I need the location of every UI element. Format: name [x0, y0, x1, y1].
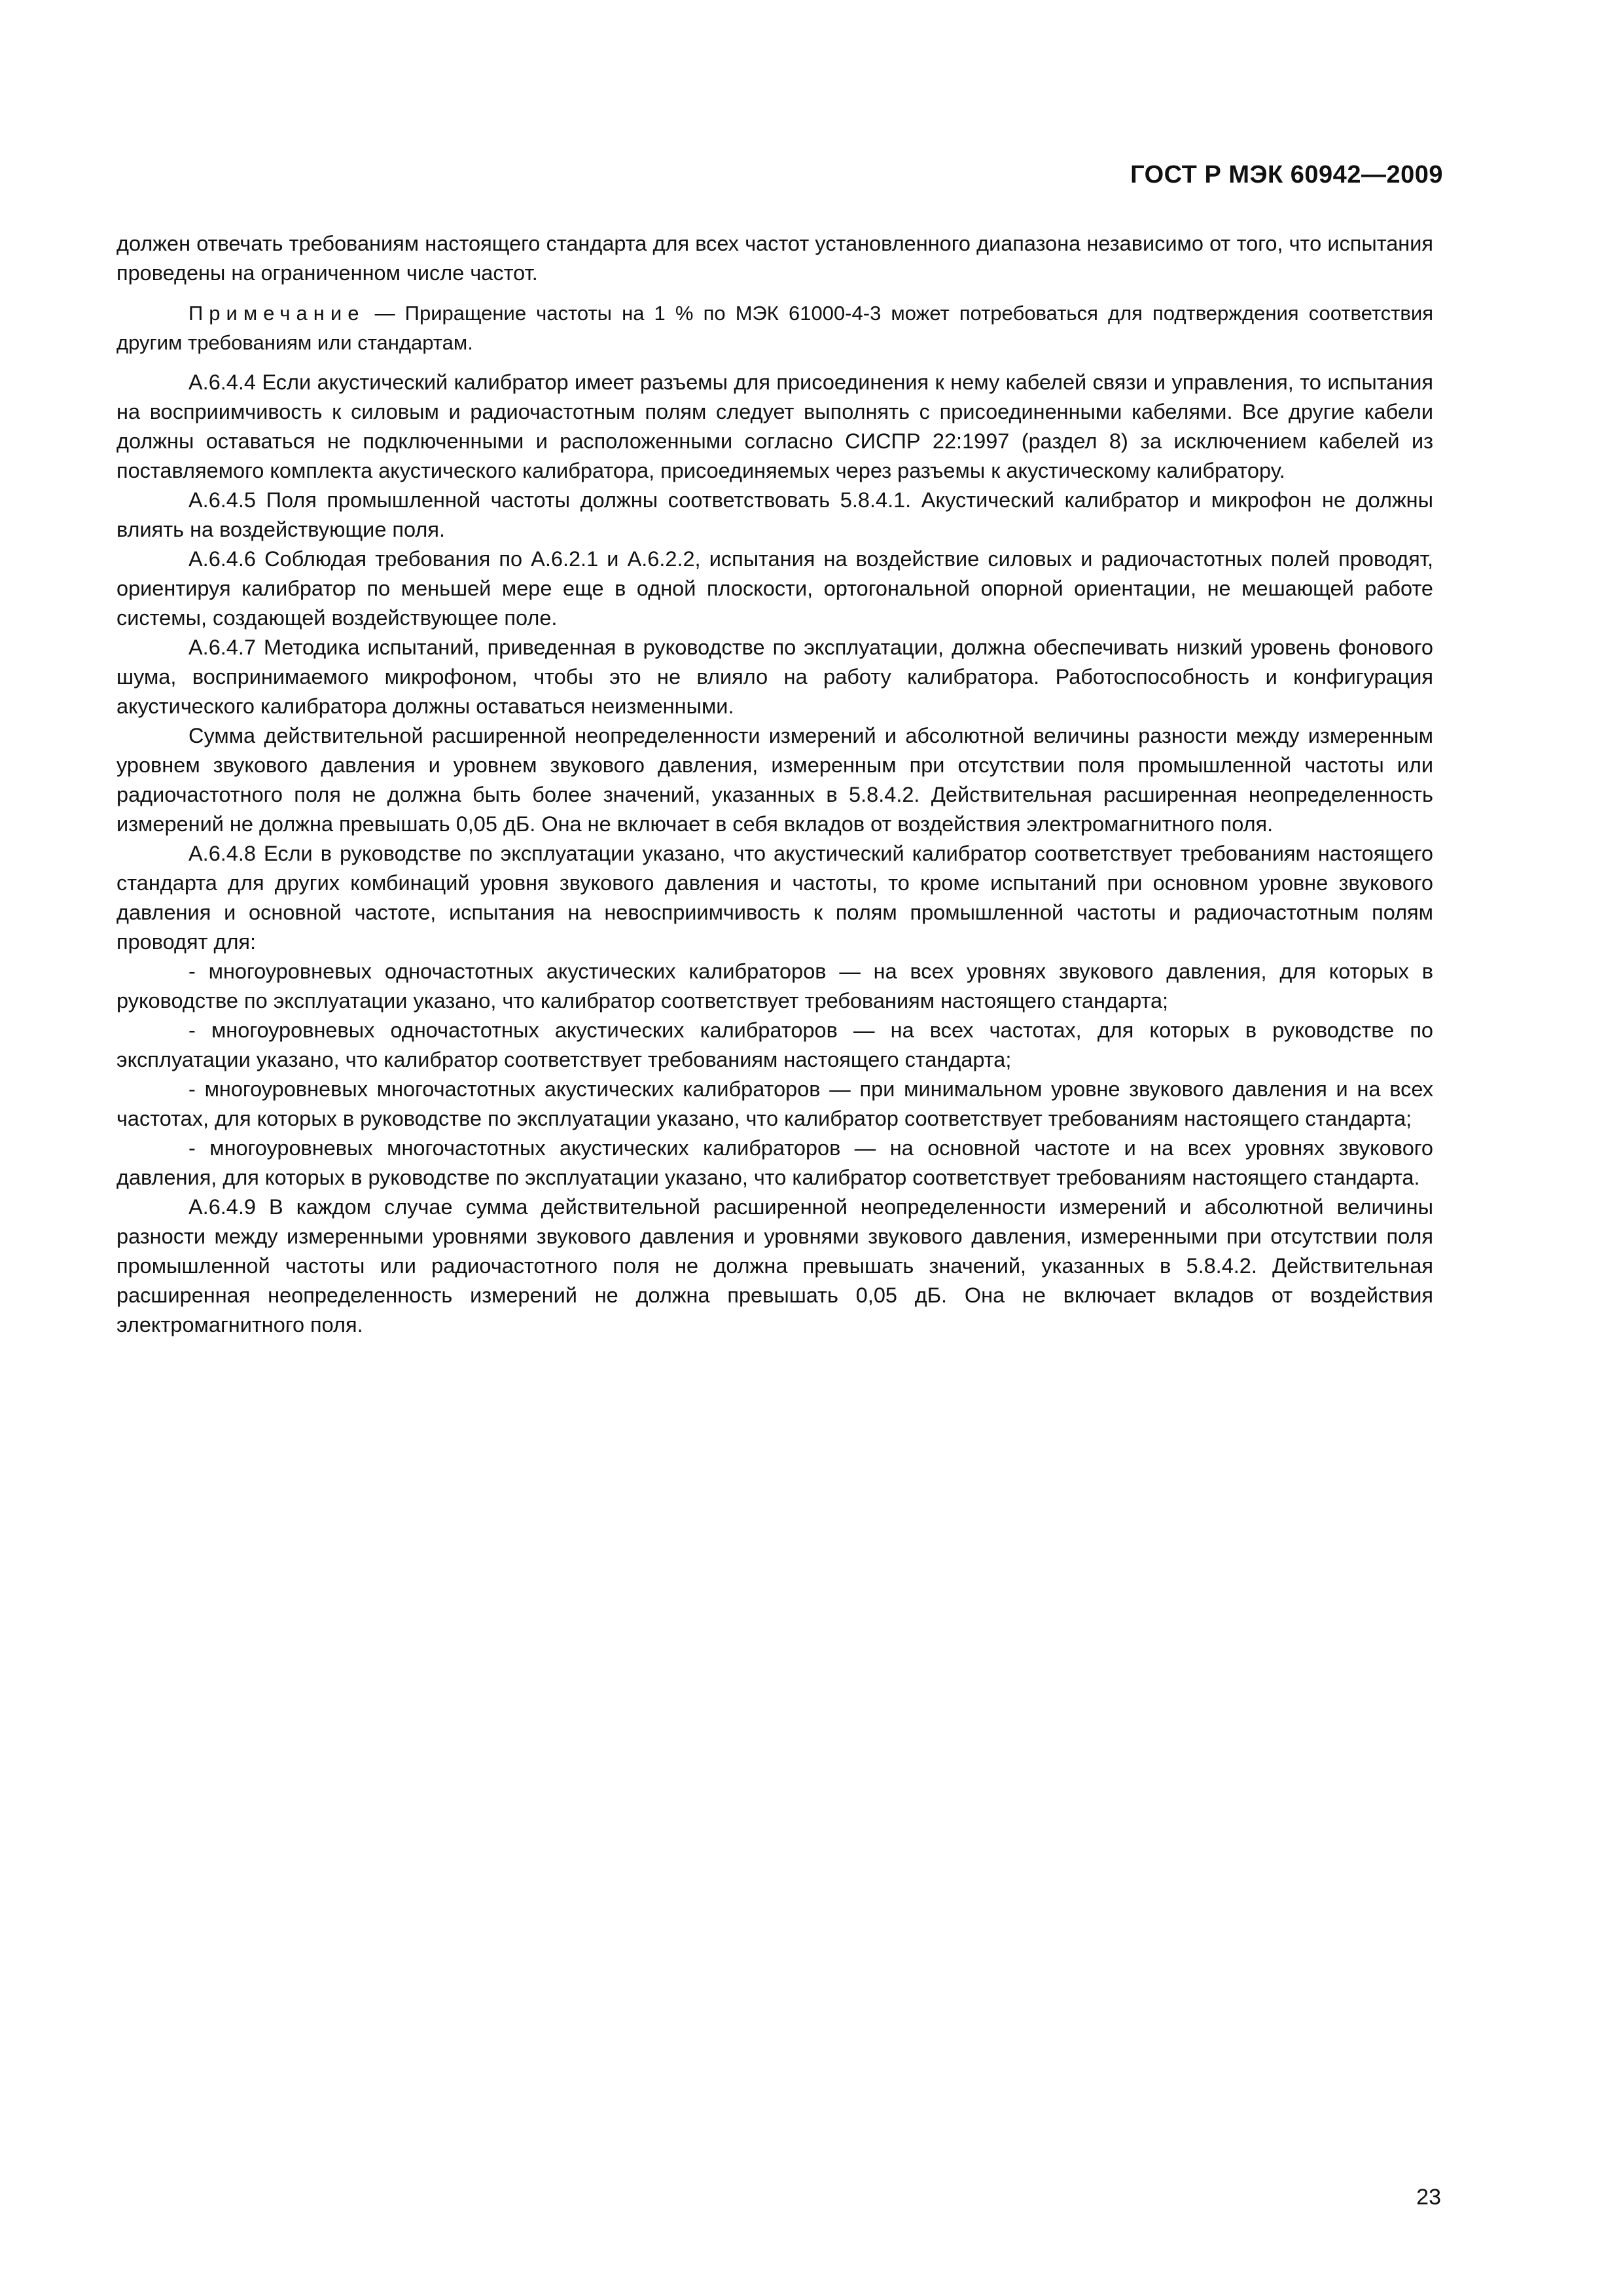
- list-item: - многоуровневых одночастотных акустических калибраторов — на всех частотах, для которых в руководстве по эксплуатации указано, что калибратор соответствует требованиям настоящего стандарта;: [116, 1018, 1433, 1071]
- continuation-paragraph: должен отвечать требованиям настоящего стандарта для всех частот установленного диапазона независимо от того, что испытания проведены на ограниченном числе частот.: [116, 232, 1433, 285]
- paragraph-a648: А.6.4.8 Если в руководстве по эксплуатации указано, что акустический калибратор соответствует требованиям настоящего стандарта для других комбинаций уровня звукового давления и частоты, то кроме испытаний при основном уровне звукового давления и основной частоте, испытания на невосприимчивость к полям промышленной частоты и радиочастотным полям проводят для:: [116, 842, 1433, 954]
- page-number: 23: [1416, 2185, 1441, 2210]
- paragraph-a646: А.6.4.6 Соблюдая требования по А.6.2.1 и А.6.2.2, испытания на воздействие силовых и радиочастотных полей проводят, ориентируя калибратор по меньшей мере еще в одной плоскости, ортогональной опорной ориентации, не мешающей работе системы, создающей воздействующее поле.: [116, 547, 1433, 630]
- paragraph-a644: А.6.4.4 Если акустический калибратор имеет разъемы для присоединения к нему кабелей связи и управления, то испытания на восприимчивость к силовым и радиочастотным полям следует выполнять с присоединенными кабелями. Все другие кабели должны оставаться не подключенными и расположенными согласно СИСПР 22:1997 (раздел 8) за исключением кабелей из поставляемого комплекта акустического калибратора, присоединяемых через разъемы к акустическому калибратору.: [116, 370, 1433, 482]
- note-paragraph: [116, 298, 1433, 357]
- paragraph-a649: А.6.4.9 В каждом случае сумма действительной расширенной неопределенности измерений и абсолютной величины разности между измеренными уровнями звукового давления и уровнями звукового давления, измеренными при отсутствии поля промышленной частоты или радиочастотного поля не должна превышать значений, указанных в 5.8.4.2. Действительная расширенная неопределенность измерений не должна превышать 0,05 дБ. Она не включает вкладов от воздействия электромагнитного поля.: [116, 1195, 1433, 1336]
- list-item: - многоуровневых многочастотных акустических калибраторов — на основной частоте и на всех уровнях звукового давления, для которых в руководстве по эксплуатации указано, что калибратор соответствует требованиям настоящего стандарта.: [116, 1136, 1433, 1189]
- document-header-title: ГОСТ Р МЭК 60942—2009: [1130, 161, 1443, 188]
- paragraph-a645: А.6.4.5 Поля промышленной частоты должны соответствовать 5.8.4.1. Акустический калибратор и микрофон не должны влиять на воздействующие поля.: [116, 488, 1433, 541]
- document-body: [116, 229, 1433, 1340]
- note-label: Примечание: [188, 302, 365, 325]
- list-item: - многоуровневых одночастотных акустических калибраторов — на всех уровнях звукового давления, для которых в руководстве по эксплуатации указано, что калибратор соответствует требованиям настоящего стандарта;: [116, 960, 1433, 1013]
- note-text: — Приращение частоты на 1 % по МЭК 61000-4-3 может потребоваться для подтверждения соответствия другим требованиям или стандартам.: [116, 302, 1433, 354]
- paragraph-uncertainty-sum: Сумма действительной расширенной неопределенности измерений и абсолютной величины разности между измеренным уровнем звукового давления и уровнем звукового давления, измеренным при отсутствии поля промышленной частоты или радиочастотного поля не должна быть более значений, указанных в 5.8.4.2. Действительная расширенная неопределенность измерений не должна превышать 0,05 дБ. Она не включает в себя вкладов от воздействия электромагнитного поля.: [116, 724, 1433, 836]
- list-item: - многоуровневых многочастотных акустических калибраторов — при минимальном уровне звукового давления и на всех частотах, для которых в руководстве по эксплуатации указано, что калибратор соответствует требованиям настоящего стандарта;: [116, 1077, 1433, 1130]
- paragraph-a647: А.6.4.7 Методика испытаний, приведенная в руководстве по эксплуатации, должна обеспечивать низкий уровень фонового шума, воспринимаемого микрофоном, чтобы это не влияло на работу калибратора. Работоспособность и конфигурация акустического калибратора должны оставаться неизменными.: [116, 636, 1433, 718]
